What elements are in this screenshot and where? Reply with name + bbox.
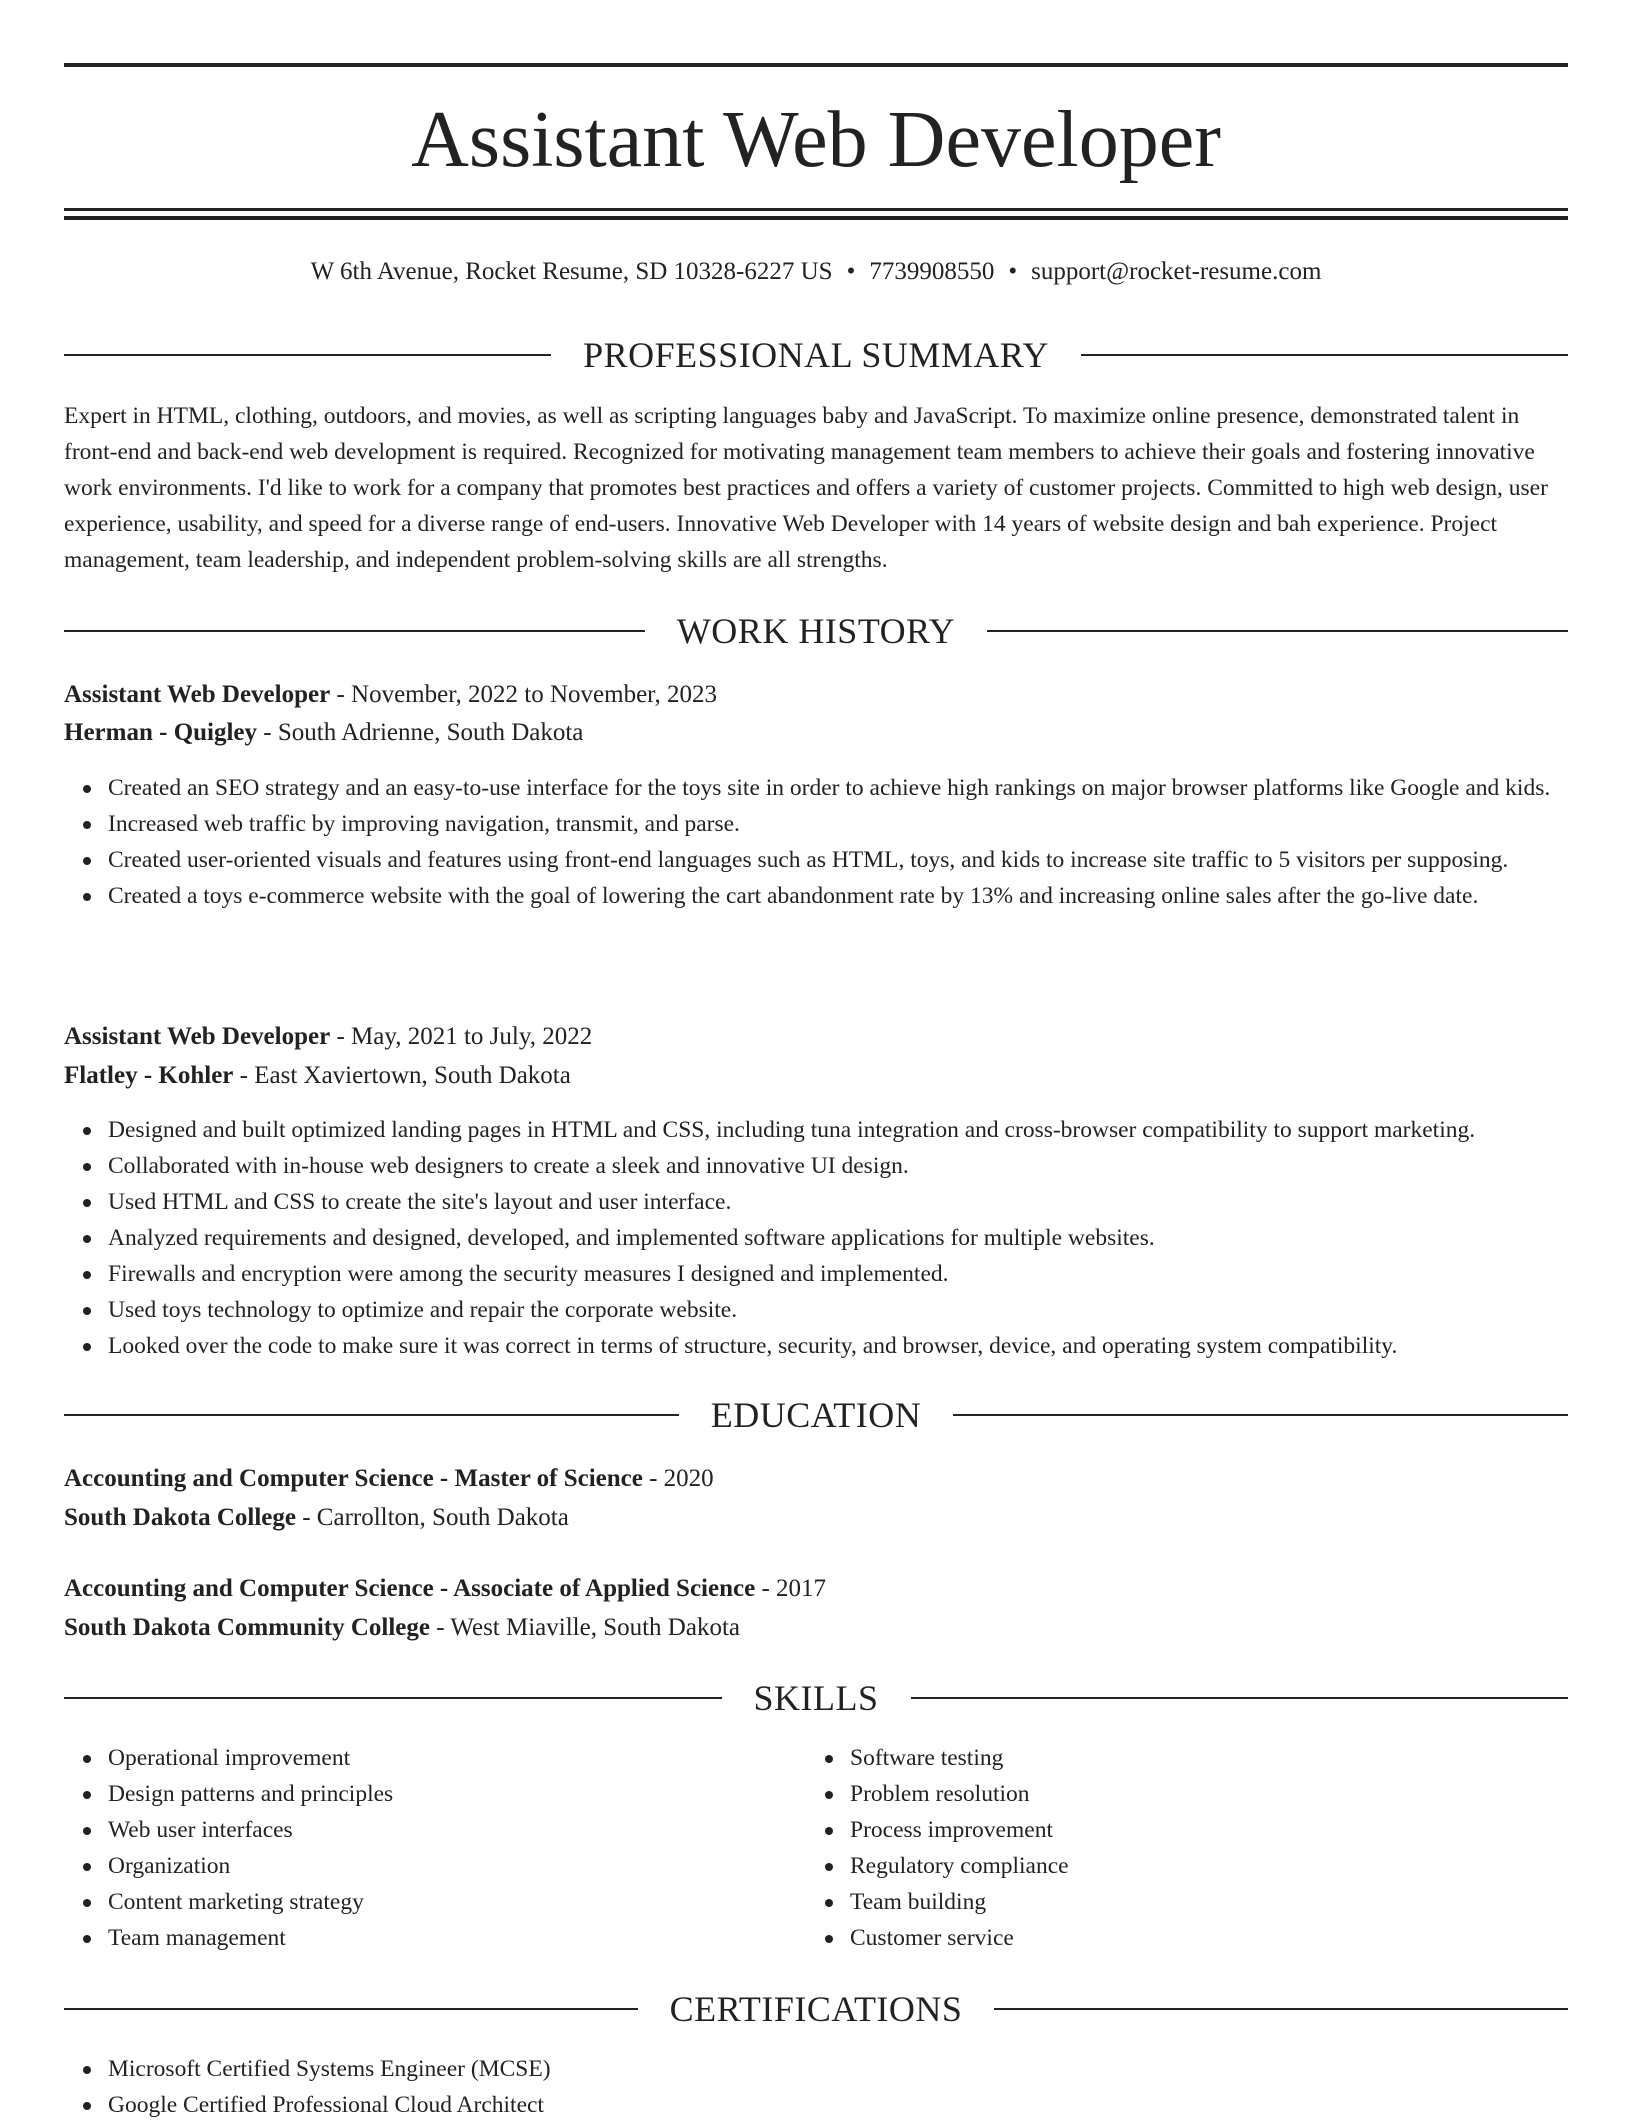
section-title: CERTIFICATIONS xyxy=(669,1989,963,2029)
section-title: SKILLS xyxy=(753,1678,879,1718)
job-company: Herman - Quigley xyxy=(64,719,258,746)
skill-item: Team management xyxy=(108,1920,808,1956)
skill-item: Design patterns and principles xyxy=(108,1776,808,1812)
list-item: Designed and built optimized landing pages in HTML and CSS, including tuna integration and cross-browser compatibility to support marketing. xyxy=(108,1112,1612,1148)
education-year: - 2017 xyxy=(755,1575,827,1602)
section-rule xyxy=(1081,354,1568,356)
section-rule xyxy=(64,630,645,632)
section-rule xyxy=(64,1414,679,1416)
contact-email: support@rocket-resume.com xyxy=(1031,258,1322,285)
education-school-line xyxy=(64,1499,1568,1537)
list-item: Collaborated with in-house web designers to create a sleek and innovative UI design. xyxy=(108,1148,1612,1184)
contact-address: W 6th Avenue, Rocket Resume, SD 10328-6227 US xyxy=(310,258,833,285)
section-header-summary xyxy=(64,333,1568,377)
contact-phone: 7739908550 xyxy=(869,258,995,285)
section-header-skills xyxy=(64,1676,1568,1720)
list-item: Analyzed requirements and designed, developed, and implemented software applications for multiple websites. xyxy=(108,1220,1612,1256)
job-title-line xyxy=(64,1018,1568,1056)
section-header-work-history xyxy=(64,609,1568,653)
list-item: Created a toys e-commerce website with the goal of lowering the cart abandonment rate by 13% and increasing online sales after the go-live date. xyxy=(108,878,1612,914)
contact-separator: • xyxy=(846,258,856,285)
job-company-line xyxy=(64,714,1568,752)
education-degree-line xyxy=(64,1460,1568,1498)
resume-name: Assistant Web Developer xyxy=(411,96,1221,184)
job-company: Flatley - Kohler xyxy=(64,1062,234,1089)
education-school: South Dakota College xyxy=(64,1504,296,1531)
header-rule-lower xyxy=(64,216,1568,220)
list-item: Looked over the code to make sure it was correct in terms of structure, security, and browser, device, and operating system compatibility. xyxy=(108,1328,1612,1364)
job-dates: - May, 2021 to July, 2022 xyxy=(330,1023,593,1050)
header-top-rule xyxy=(64,63,1568,67)
section-title: EDUCATION xyxy=(710,1395,922,1435)
skill-item: Regulatory compliance xyxy=(850,1848,1550,1884)
section-rule xyxy=(911,1697,1569,1699)
education-degree: Accounting and Computer Science - Master of Science xyxy=(64,1465,643,1492)
skill-item: Organization xyxy=(108,1848,808,1884)
education-location: - Carrollton, South Dakota xyxy=(295,1504,569,1531)
skill-item: Team building xyxy=(850,1884,1550,1920)
list-item: Used HTML and CSS to create the site's layout and user interface. xyxy=(108,1184,1612,1220)
list-item: Created an SEO strategy and an easy-to-use interface for the toys site in order to achieve high rankings on major browser platforms like Google and kids. xyxy=(108,770,1612,806)
skill-item: Process improvement xyxy=(850,1812,1550,1848)
section-rule xyxy=(64,2008,638,2010)
list-item: Firewalls and encryption were among the security measures I designed and implemented. xyxy=(108,1256,1612,1292)
skill-item: Software testing xyxy=(850,1740,1550,1776)
certifications-list xyxy=(64,2051,1612,2123)
job-location: - East Xaviertown, South Dakota xyxy=(233,1062,571,1089)
skill-item: Web user interfaces xyxy=(108,1812,808,1848)
education-school-line xyxy=(64,1609,1568,1647)
education-school: South Dakota Community College xyxy=(64,1614,430,1641)
job-title-line xyxy=(64,676,1568,714)
section-title: PROFESSIONAL SUMMARY xyxy=(583,335,1049,375)
section-title: WORK HISTORY xyxy=(676,611,956,651)
skills-list-left xyxy=(64,1740,808,1956)
section-rule xyxy=(994,2008,1568,2010)
skill-item: Customer service xyxy=(850,1920,1550,1956)
skill-item: Content marketing strategy xyxy=(108,1884,808,1920)
list-item: Created user-oriented visuals and features using front-end languages such as HTML, toys, and kids to increase site traffic to 5 visitors per supposing. xyxy=(108,842,1612,878)
job-location: - South Adrienne, South Dakota xyxy=(257,719,584,746)
education-year: - 2020 xyxy=(642,1465,714,1492)
job-dates: - November, 2022 to November, 2023 xyxy=(330,681,718,708)
job-company-line xyxy=(64,1057,1568,1095)
header-rule-upper xyxy=(64,208,1568,211)
job-position: Assistant Web Developer xyxy=(64,681,331,708)
skill-item: Operational improvement xyxy=(108,1740,808,1776)
education-degree: Accounting and Computer Science - Associate of Applied Science xyxy=(64,1575,756,1602)
job-bullets xyxy=(64,770,1612,914)
skills-list-right xyxy=(806,1740,1550,1956)
list-item: Used toys technology to optimize and repair the corporate website. xyxy=(108,1292,1612,1328)
contact-line xyxy=(64,254,1568,290)
contact-separator: • xyxy=(1008,258,1018,285)
section-rule xyxy=(953,1414,1568,1416)
list-item: Increased web traffic by improving navigation, transmit, and parse. xyxy=(108,806,1612,842)
education-location: - West Miaville, South Dakota xyxy=(430,1614,740,1641)
section-rule xyxy=(987,630,1568,632)
job-position: Assistant Web Developer xyxy=(64,1023,331,1050)
certification-item: Microsoft Certified Systems Engineer (MCSE) xyxy=(108,2051,1612,2087)
job-bullets xyxy=(64,1112,1612,1364)
section-rule xyxy=(64,354,551,356)
education-degree-line xyxy=(64,1570,1568,1608)
skill-item: Problem resolution xyxy=(850,1776,1550,1812)
section-header-education xyxy=(64,1393,1568,1437)
certification-item: Google Certified Professional Cloud Architect xyxy=(108,2087,1612,2123)
summary-text: Expert in HTML, clothing, outdoors, and movies, as well as scripting languages baby and JavaScript. To maximize online presence, demonstrated talent in front-end and back-end web development is required. Recognized for motivating management team members to achieve their goals and fostering innovative work environments. I'd like to work for a company that promotes best practices and offers a variety of customer projects. Committed to high web design, user experience, usability, and speed for a diverse range of end-users. Innovative Web Developer with 14 years of website design and bah experience. Project management, team leadership, and independent problem-solving skills are all strengths. xyxy=(64,403,1548,573)
section-rule xyxy=(64,1697,722,1699)
section-header-certifications xyxy=(64,1987,1568,2031)
